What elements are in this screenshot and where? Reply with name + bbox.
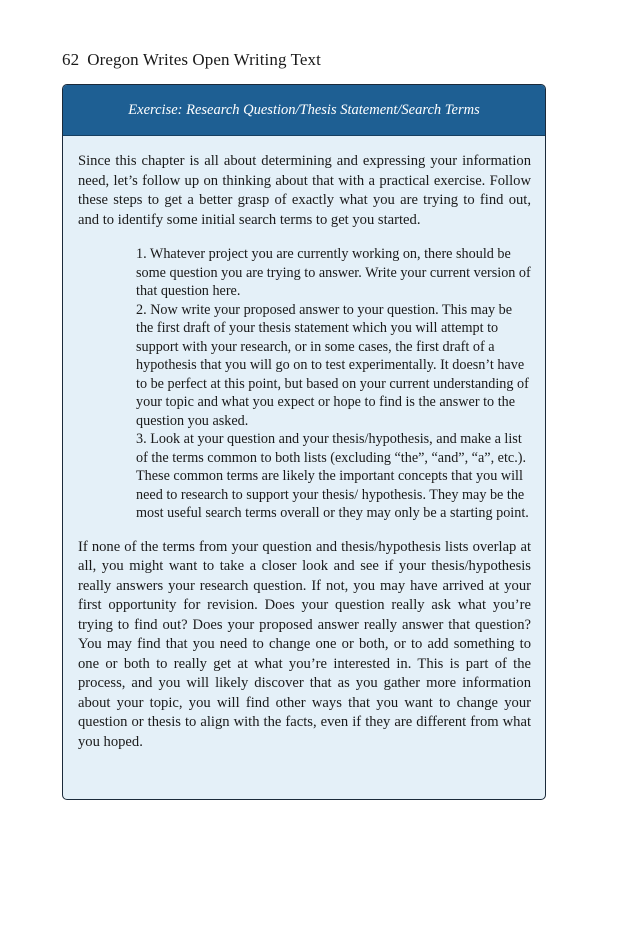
exercise-box: [62, 84, 546, 800]
intro-paragraph: Since this chapter is all about determining and expressing your information need, let’s follow up on thinking about that with a practical exercise. Follow these steps to get a better grasp of exactly what you are trying to find out, and to identify some initial search terms to get you started.: [78, 153, 531, 228]
closing-paragraph: If none of the terms from your question and thesis/hypothesis lists overlap at all, you might want to take a closer look and see if your thesis/hypothesis really answers your research question. If not, you may have arrived at your first opportunity for revision. Does your question really ask what you’re trying to find out? Does your proposed answer really answer that question? You may find that you need to change one or both, or to add something to one or both to really get at what you’re interested in. This is part of the process, and you will likely discover that as you gather more information about your topic, you will find other ways that you want to change your question or thesis to align with the facts, even if they are different from what you hoped.: [78, 538, 531, 750]
step-item: 1. Whatever project you are currently working on, there should be some question you are trying to answer. Write your current version of that question here.: [136, 246, 531, 299]
steps-list: [136, 245, 531, 523]
page-number: 62: [62, 50, 80, 69]
step-item: 2. Now write your proposed answer to your question. This may be the first draft of your thesis statement which you will attempt to support with your research, or in some cases, the first draft of a hypothesis that you will go on to test experimentally. It doesn’t have to be perfect at this point, but based on your current understanding of your topic and what you expect or hope to find is the answer to the question you asked.: [136, 301, 529, 429]
exercise-body: [63, 136, 545, 752]
step-item: 3. Look at your question and your thesis/hypothesis, and make a list of the terms common to both lists (excluding “the”, “and”, “a”, etc.). These common terms are likely the important concepts that you will need to research to support your thesis/ hypothesis. They may be the most useful search terms overall or they may only be a starting point.: [136, 431, 529, 521]
book-title: Oregon Writes Open Writing Text: [87, 50, 321, 69]
exercise-title: Exercise: Research Question/Thesis Statement/Search Terms: [63, 85, 545, 136]
running-head: [62, 50, 321, 70]
